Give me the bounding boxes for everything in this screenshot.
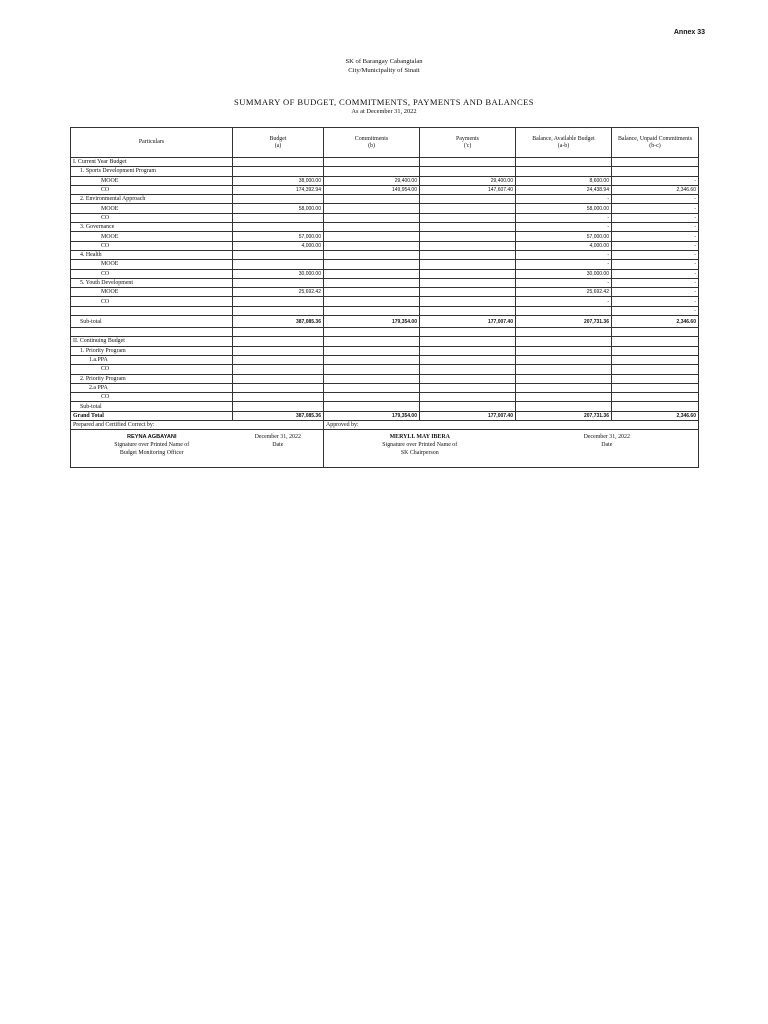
cell-pay — [420, 167, 516, 176]
table-row — [71, 185, 699, 194]
table-row — [71, 223, 699, 232]
report-title: SUMMARY OF BUDGET, COMMITMENTS, PAYMENTS AND BALANCES — [234, 97, 534, 107]
cell-pay — [420, 232, 516, 241]
col-header-commitments: Commitments (b) — [324, 128, 420, 158]
row-label — [71, 306, 233, 315]
cell-commit: 149,954.00 — [324, 185, 420, 194]
approver-sig-caption: Signature over Printed Name of — [382, 442, 458, 449]
row-label: CO — [71, 185, 233, 194]
cell-unpaid: - — [612, 195, 699, 204]
row-label: CO — [71, 393, 233, 402]
cell-unpaid: - — [612, 278, 699, 287]
cell-unpaid: - — [612, 288, 699, 297]
budget-table — [70, 127, 699, 468]
row-label: 1. Sports Development Program — [71, 167, 233, 176]
col-header-budget: Budget (a) — [233, 128, 324, 158]
cell-budget: 30,000.00 — [233, 269, 324, 278]
cell-unpaid: - — [612, 204, 699, 213]
cell-pay — [420, 260, 516, 269]
row-label: MOOE — [71, 204, 233, 213]
row-label: 2.a PPA — [71, 383, 233, 392]
table-row — [71, 232, 699, 241]
preparer-block — [71, 430, 233, 468]
cell-commit: 29,400.00 — [324, 176, 420, 185]
cell-budget — [233, 213, 324, 222]
cell-avail: - — [516, 297, 612, 306]
cell-commit — [324, 306, 420, 315]
row-label: 3. Governance — [71, 223, 233, 232]
table-row — [71, 346, 699, 355]
row-label: 4. Health — [71, 250, 233, 259]
table-row — [71, 365, 699, 374]
row-label: II. Continuing Budget — [71, 337, 233, 346]
cell-pay — [420, 288, 516, 297]
table-row — [71, 260, 699, 269]
cell-pay — [420, 158, 516, 167]
row-label: 2. Priority Program — [71, 374, 233, 383]
annex-label: Annex 33 — [673, 29, 705, 36]
cell-avail: 8,600.00 — [516, 176, 612, 185]
signature-row — [71, 430, 699, 468]
spacer-row — [71, 328, 699, 337]
table-row — [71, 241, 699, 250]
subtotal-payments: 177,007.40 — [420, 316, 516, 328]
cell-avail: - — [516, 260, 612, 269]
cell-commit — [324, 288, 420, 297]
table-row — [71, 306, 699, 315]
grand-total-commitments: 179,354.00 — [324, 411, 420, 420]
cell-budget — [233, 223, 324, 232]
table-row — [71, 213, 699, 222]
table-row — [71, 383, 699, 392]
table-row — [71, 393, 699, 402]
preparer-date-block — [233, 430, 324, 468]
cell-unpaid: - — [612, 232, 699, 241]
row-label: MOOE — [71, 260, 233, 269]
cell-avail: 25,692.42 — [516, 288, 612, 297]
subtotal-label: Sub-total — [71, 316, 233, 328]
cell-avail: - — [516, 278, 612, 287]
table-row — [71, 278, 699, 287]
cell-avail — [516, 306, 612, 315]
cell-pay — [420, 195, 516, 204]
cell-avail: - — [516, 250, 612, 259]
cell-avail: - — [516, 223, 612, 232]
row-label: CO — [71, 297, 233, 306]
preparer-date-label: Date — [272, 442, 284, 449]
row-label: CO — [71, 213, 233, 222]
approver-name: MERYLL MAY IBERA — [389, 434, 450, 441]
cell-unpaid: - — [612, 260, 699, 269]
table-row — [71, 176, 699, 185]
cell-pay — [420, 250, 516, 259]
cell-avail: - — [516, 195, 612, 204]
table-row — [71, 158, 699, 167]
cell-avail: 57,000.00 — [516, 232, 612, 241]
cell-budget — [233, 167, 324, 176]
cell-budget: 38,000.00 — [233, 176, 324, 185]
cell-unpaid — [612, 158, 699, 167]
cell-commit — [324, 223, 420, 232]
approver-block — [324, 430, 516, 468]
table-row — [71, 269, 699, 278]
cell-commit — [324, 278, 420, 287]
cell-unpaid: 2,346.60 — [612, 185, 699, 194]
table-row — [71, 167, 699, 176]
row-label: 2. Environmental Approach — [71, 195, 233, 204]
cell-pay — [420, 213, 516, 222]
cell-pay — [420, 204, 516, 213]
cell-unpaid — [612, 167, 699, 176]
cell-unpaid: - — [612, 176, 699, 185]
table-row — [71, 288, 699, 297]
subtotal2-label: Sub-total — [71, 402, 233, 411]
cell-budget — [233, 158, 324, 167]
cell-pay — [420, 297, 516, 306]
cell-commit — [324, 195, 420, 204]
cell-budget — [233, 297, 324, 306]
cell-avail — [516, 158, 612, 167]
row-label: I. Current Year Budget — [71, 158, 233, 167]
signature-labels-row — [71, 421, 699, 430]
cell-budget — [233, 306, 324, 315]
cell-budget: 57,000.00 — [233, 232, 324, 241]
table-row — [71, 250, 699, 259]
cell-unpaid: - — [612, 269, 699, 278]
subtotal-budget: 387,085.36 — [233, 316, 324, 328]
cell-budget — [233, 195, 324, 204]
row-label: MOOE — [71, 288, 233, 297]
preparer-sig-caption: Signature over Printed Name of — [114, 442, 190, 449]
subtotal-commitments: 179,354.00 — [324, 316, 420, 328]
report-date: As at December 31, 2022 — [351, 108, 417, 115]
cell-commit — [324, 204, 420, 213]
cell-unpaid: - — [612, 241, 699, 250]
grand-total-budget: 387,085.36 — [233, 411, 324, 420]
row-label: 5. Youth Development — [71, 278, 233, 287]
approver-date: December 31, 2022 — [583, 434, 630, 441]
row-label: 1.a.PPA — [71, 355, 233, 364]
table-row — [71, 337, 699, 346]
cell-avail: 30,000.00 — [516, 269, 612, 278]
cell-unpaid: - — [612, 213, 699, 222]
cell-unpaid: - — [612, 306, 699, 315]
row-label: CO — [71, 365, 233, 374]
table-row — [71, 204, 699, 213]
table-row — [71, 355, 699, 364]
cell-pay — [420, 241, 516, 250]
cell-budget — [233, 260, 324, 269]
preparer-name: REYNA AGBAYANI — [126, 434, 177, 441]
approved-by-label: Approved by: — [324, 421, 699, 430]
cell-budget: 25,692.42 — [233, 288, 324, 297]
row-label: CO — [71, 269, 233, 278]
cell-commit — [324, 297, 420, 306]
table-row — [71, 195, 699, 204]
cell-avail: 24,438.94 — [516, 185, 612, 194]
subtotal-unpaid: 2,346.60 — [612, 316, 699, 328]
subtotal2-row — [71, 402, 699, 411]
subtotal-available: 207,731.36 — [516, 316, 612, 328]
cell-commit — [324, 213, 420, 222]
table-header — [71, 128, 699, 158]
cell-commit — [324, 260, 420, 269]
cell-budget: 174,392.94 — [233, 185, 324, 194]
cell-pay — [420, 278, 516, 287]
grand-total-payments: 177,007.40 — [420, 411, 516, 420]
cell-budget: 4,000.00 — [233, 241, 324, 250]
approver-date-block — [516, 430, 699, 468]
row-label: MOOE — [71, 176, 233, 185]
cell-pay — [420, 306, 516, 315]
approver-date-label: Date — [601, 442, 613, 449]
grand-total-available: 207,731.36 — [516, 411, 612, 420]
cell-commit — [324, 241, 420, 250]
table-row — [71, 297, 699, 306]
cell-avail: 4,000.00 — [516, 241, 612, 250]
city-name: City/Municipality of Sinait — [348, 67, 420, 74]
cell-pay — [420, 269, 516, 278]
row-label: CO — [71, 241, 233, 250]
col-header-particulars: Particulars — [71, 128, 233, 158]
cell-avail: 58,000.00 — [516, 204, 612, 213]
col-header-available: Balance, Available Budget (a-b) — [516, 128, 612, 158]
cell-budget: 58,000.00 — [233, 204, 324, 213]
grand-total-row — [71, 411, 699, 420]
cell-commit — [324, 269, 420, 278]
cell-commit — [324, 250, 420, 259]
cell-pay: 29,400.00 — [420, 176, 516, 185]
cell-avail: - — [516, 213, 612, 222]
col-header-unpaid: Balance, Unpaid Commitments (b-c) — [612, 128, 699, 158]
cell-commit — [324, 167, 420, 176]
table-row — [71, 374, 699, 383]
grand-total-unpaid: 2,346.60 — [612, 411, 699, 420]
cell-commit — [324, 232, 420, 241]
col-header-payments: Payments ('c) — [420, 128, 516, 158]
cell-avail — [516, 167, 612, 176]
cell-pay — [420, 223, 516, 232]
org-name: SK of Barangay Cabangtalan — [345, 58, 423, 65]
cell-unpaid: - — [612, 297, 699, 306]
cell-unpaid: - — [612, 223, 699, 232]
cell-budget — [233, 250, 324, 259]
cell-pay: 147,607.40 — [420, 185, 516, 194]
prepared-by-label: Prepared and Certified Correct by: — [71, 421, 324, 430]
cell-budget — [233, 278, 324, 287]
preparer-date: December 31, 2022 — [254, 434, 301, 441]
preparer-title: Budget Monitoring Officer — [119, 450, 184, 457]
cell-commit — [324, 158, 420, 167]
grand-total-label: Grand Total — [71, 411, 233, 420]
subtotal-row — [71, 316, 699, 328]
row-label: 1. Priority Program — [71, 346, 233, 355]
approver-title: SK Chairperson — [400, 450, 439, 457]
row-label: MOOE — [71, 232, 233, 241]
cell-unpaid: - — [612, 250, 699, 259]
